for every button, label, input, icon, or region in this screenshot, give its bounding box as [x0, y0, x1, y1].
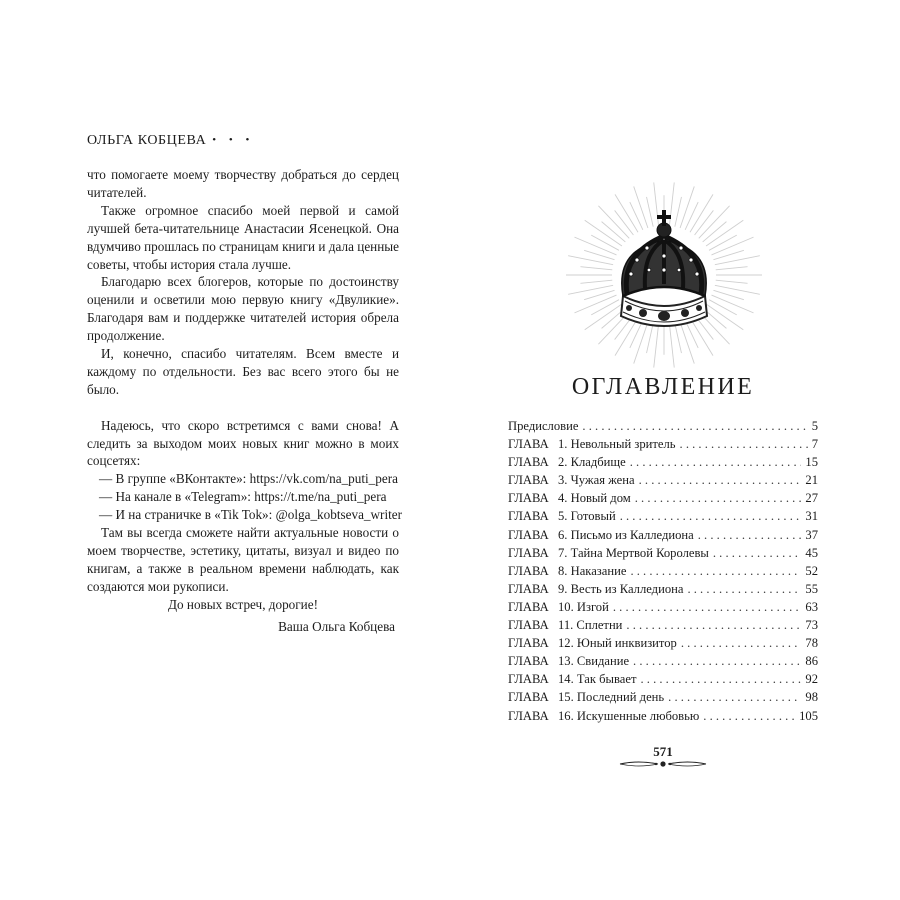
toc-dot-leader: [639, 471, 802, 489]
toc-entry-title: 16. Искушенные любовью: [558, 708, 700, 723]
running-head: [87, 130, 399, 150]
toc-entry-title: 13. Свидание: [558, 654, 630, 669]
social-link-telegram: — На канале в «Telegram»: https://t.me/na_puti_pera: [99, 489, 387, 505]
running-head-author: ОЛЬГА КОБЦЕВА: [87, 133, 207, 148]
toc-dot-leader: [680, 435, 808, 453]
toc-page-number: 105: [799, 708, 818, 723]
toc-dot-leader: [668, 688, 801, 706]
toc-dot-leader: [640, 670, 801, 688]
toc-chapter-label: ГЛАВА: [508, 636, 549, 651]
toc-entry: [508, 489, 818, 507]
toc-entry: [508, 526, 818, 544]
toc-entry-title: 6. Письмо из Калледиона: [558, 527, 694, 542]
toc-entry: [508, 616, 818, 634]
toc-entry: [508, 562, 818, 580]
crown-icon: [561, 170, 767, 370]
toc-entry-title: Предисловие: [508, 419, 579, 433]
toc-title: ОГЛАВЛЕНИЕ: [571, 374, 755, 400]
toc-dot-leader: [633, 652, 801, 670]
toc-entry-title: 8. Наказание: [558, 563, 627, 578]
toc-dot-leader: [630, 562, 801, 580]
toc-entry: [508, 707, 818, 725]
body-text: [87, 166, 403, 636]
toc-entry-title: 10. Изгой: [558, 599, 609, 614]
toc-page-number: 86: [805, 654, 818, 669]
toc-page-number: 78: [805, 636, 818, 651]
toc-entry-title: 3. Чужая жена: [558, 473, 635, 488]
toc-entry-title: 12. Юный инквизитор: [558, 636, 677, 651]
toc-page-number: 52: [805, 563, 818, 578]
flourish-ornament-icon: [618, 758, 708, 770]
toc-entry-title: 14. Так бывает: [558, 672, 637, 687]
toc-chapter-label: ГЛАВА: [508, 672, 549, 687]
toc-dot-leader: [681, 634, 802, 652]
toc-entry: [508, 544, 818, 562]
toc-page-number: 31: [805, 509, 818, 524]
toc-entry-title: 7. Тайна Мертвой Королевы: [558, 545, 709, 560]
social-link-vk: — В группе «ВКонтакте»: https://vk.com/na_puti_pera: [99, 471, 398, 487]
paragraph: Также огромное спасибо моей первой и самой лучшей бета-читательнице Анастасии Ясенецкой. Она вдумчиво прошлась по страницам книги и дала ценные советы, чтобы история стала лучше.: [87, 202, 399, 272]
toc-entry: [508, 507, 818, 525]
signature: Ваша Ольга Кобцева: [278, 618, 395, 634]
social-link-tiktok: — И на страничке в «Tik Tok»: @olga_kobtseva_writer: [99, 507, 403, 523]
toc-page-number: 21: [805, 473, 818, 488]
toc-page-number: 92: [805, 672, 818, 687]
toc-dot-leader: [582, 417, 807, 435]
toc-page-number: 63: [805, 599, 818, 614]
toc-page-number: 15: [805, 455, 818, 470]
toc-chapter-label: ГЛАВА: [508, 690, 549, 705]
toc-chapter-label: ГЛАВА: [508, 491, 549, 506]
toc-chapter-label: ГЛАВА: [508, 708, 549, 723]
toc-dot-leader: [620, 507, 802, 525]
toc-entry: [508, 417, 818, 435]
toc-chapter-label: ГЛАВА: [508, 654, 549, 669]
toc-entry: [508, 471, 818, 489]
toc-entry-title: 4. Новый дом: [558, 491, 631, 506]
toc-chapter-label: ГЛАВА: [508, 473, 549, 488]
page-number: 571: [653, 744, 673, 759]
toc-entry-title: 11. Сплетни: [558, 618, 623, 633]
toc-entry-title: 15. Последний день: [558, 690, 665, 705]
closing-line: До новых встреч, дорогие!: [168, 596, 318, 612]
paragraph: что помогаете моему творчеству добраться до сердец читателей.: [87, 167, 399, 200]
toc-entry-title: 9. Весть из Калледиона: [558, 581, 684, 596]
paragraph: Там вы всегда сможете найти актуальные новости о моем творчестве, эстетику, цитаты, визуал и видео по книгам, а также в реальном времени наблюдать, как создаются мои рукописи.: [87, 525, 399, 594]
toc-entry: [508, 453, 818, 471]
toc-entry: [508, 580, 818, 598]
toc-entry-title: 5. Готовый: [558, 509, 616, 524]
toc-dot-leader: [630, 453, 802, 471]
toc-entry: [508, 688, 818, 706]
toc-page-number: 37: [805, 527, 818, 542]
toc-page-number: 73: [805, 618, 818, 633]
paragraph: Надеюсь, что скоро встретимся с вами снова! А следить за выходом моих новых книг можно в моих соцсетях:: [87, 417, 399, 469]
toc-chapter-label: ГЛАВА: [508, 581, 549, 596]
toc-entry: [508, 634, 818, 652]
toc-entry-title: 2. Кладбище: [558, 455, 626, 470]
toc-chapter-label: ГЛАВА: [508, 527, 549, 542]
toc-chapter-label: ГЛАВА: [508, 437, 549, 452]
toc-chapter-label: ГЛАВА: [508, 509, 549, 524]
toc-dot-leader: [687, 580, 801, 598]
toc-entry: [508, 670, 818, 688]
toc-dot-leader: [713, 544, 802, 562]
toc-dot-leader: [626, 616, 801, 634]
toc-dot-leader: [613, 598, 802, 616]
toc-entry: [508, 652, 818, 670]
toc-page-number: 5: [811, 419, 818, 433]
toc-page-number: 55: [805, 581, 818, 596]
toc-chapter-label: ГЛАВА: [508, 618, 549, 633]
toc-dot-leader: [698, 526, 802, 544]
table-of-contents: [508, 417, 818, 725]
toc-entry: [508, 435, 818, 453]
toc-page-number: 98: [805, 690, 818, 705]
paragraph: И, конечно, спасибо читателям. Всем вместе и каждому по отдельности. Без вас всего этого бы не было.: [87, 346, 399, 397]
running-head-dots: • • •: [212, 134, 255, 146]
toc-chapter-label: ГЛАВА: [508, 599, 549, 614]
toc-chapter-label: ГЛАВА: [508, 455, 549, 470]
toc-chapter-label: ГЛАВА: [508, 545, 549, 560]
toc-entry: [508, 598, 818, 616]
toc-page-number: 45: [805, 545, 818, 560]
toc-dot-leader: [703, 707, 795, 725]
toc-page-number: 27: [805, 491, 818, 506]
paragraph: Благодарю всех блогеров, которые по достоинству оценили и осветили мою первую книгу «Двуликие». Благодаря вам и поддержке читателей история обрела продолжение.: [87, 274, 399, 344]
left-page: [87, 130, 403, 636]
toc-entry-title: 1. Невольный зритель: [558, 437, 676, 452]
toc-chapter-label: ГЛАВА: [508, 563, 549, 578]
toc-dot-leader: [635, 489, 802, 507]
toc-page-number: 7: [811, 437, 818, 452]
